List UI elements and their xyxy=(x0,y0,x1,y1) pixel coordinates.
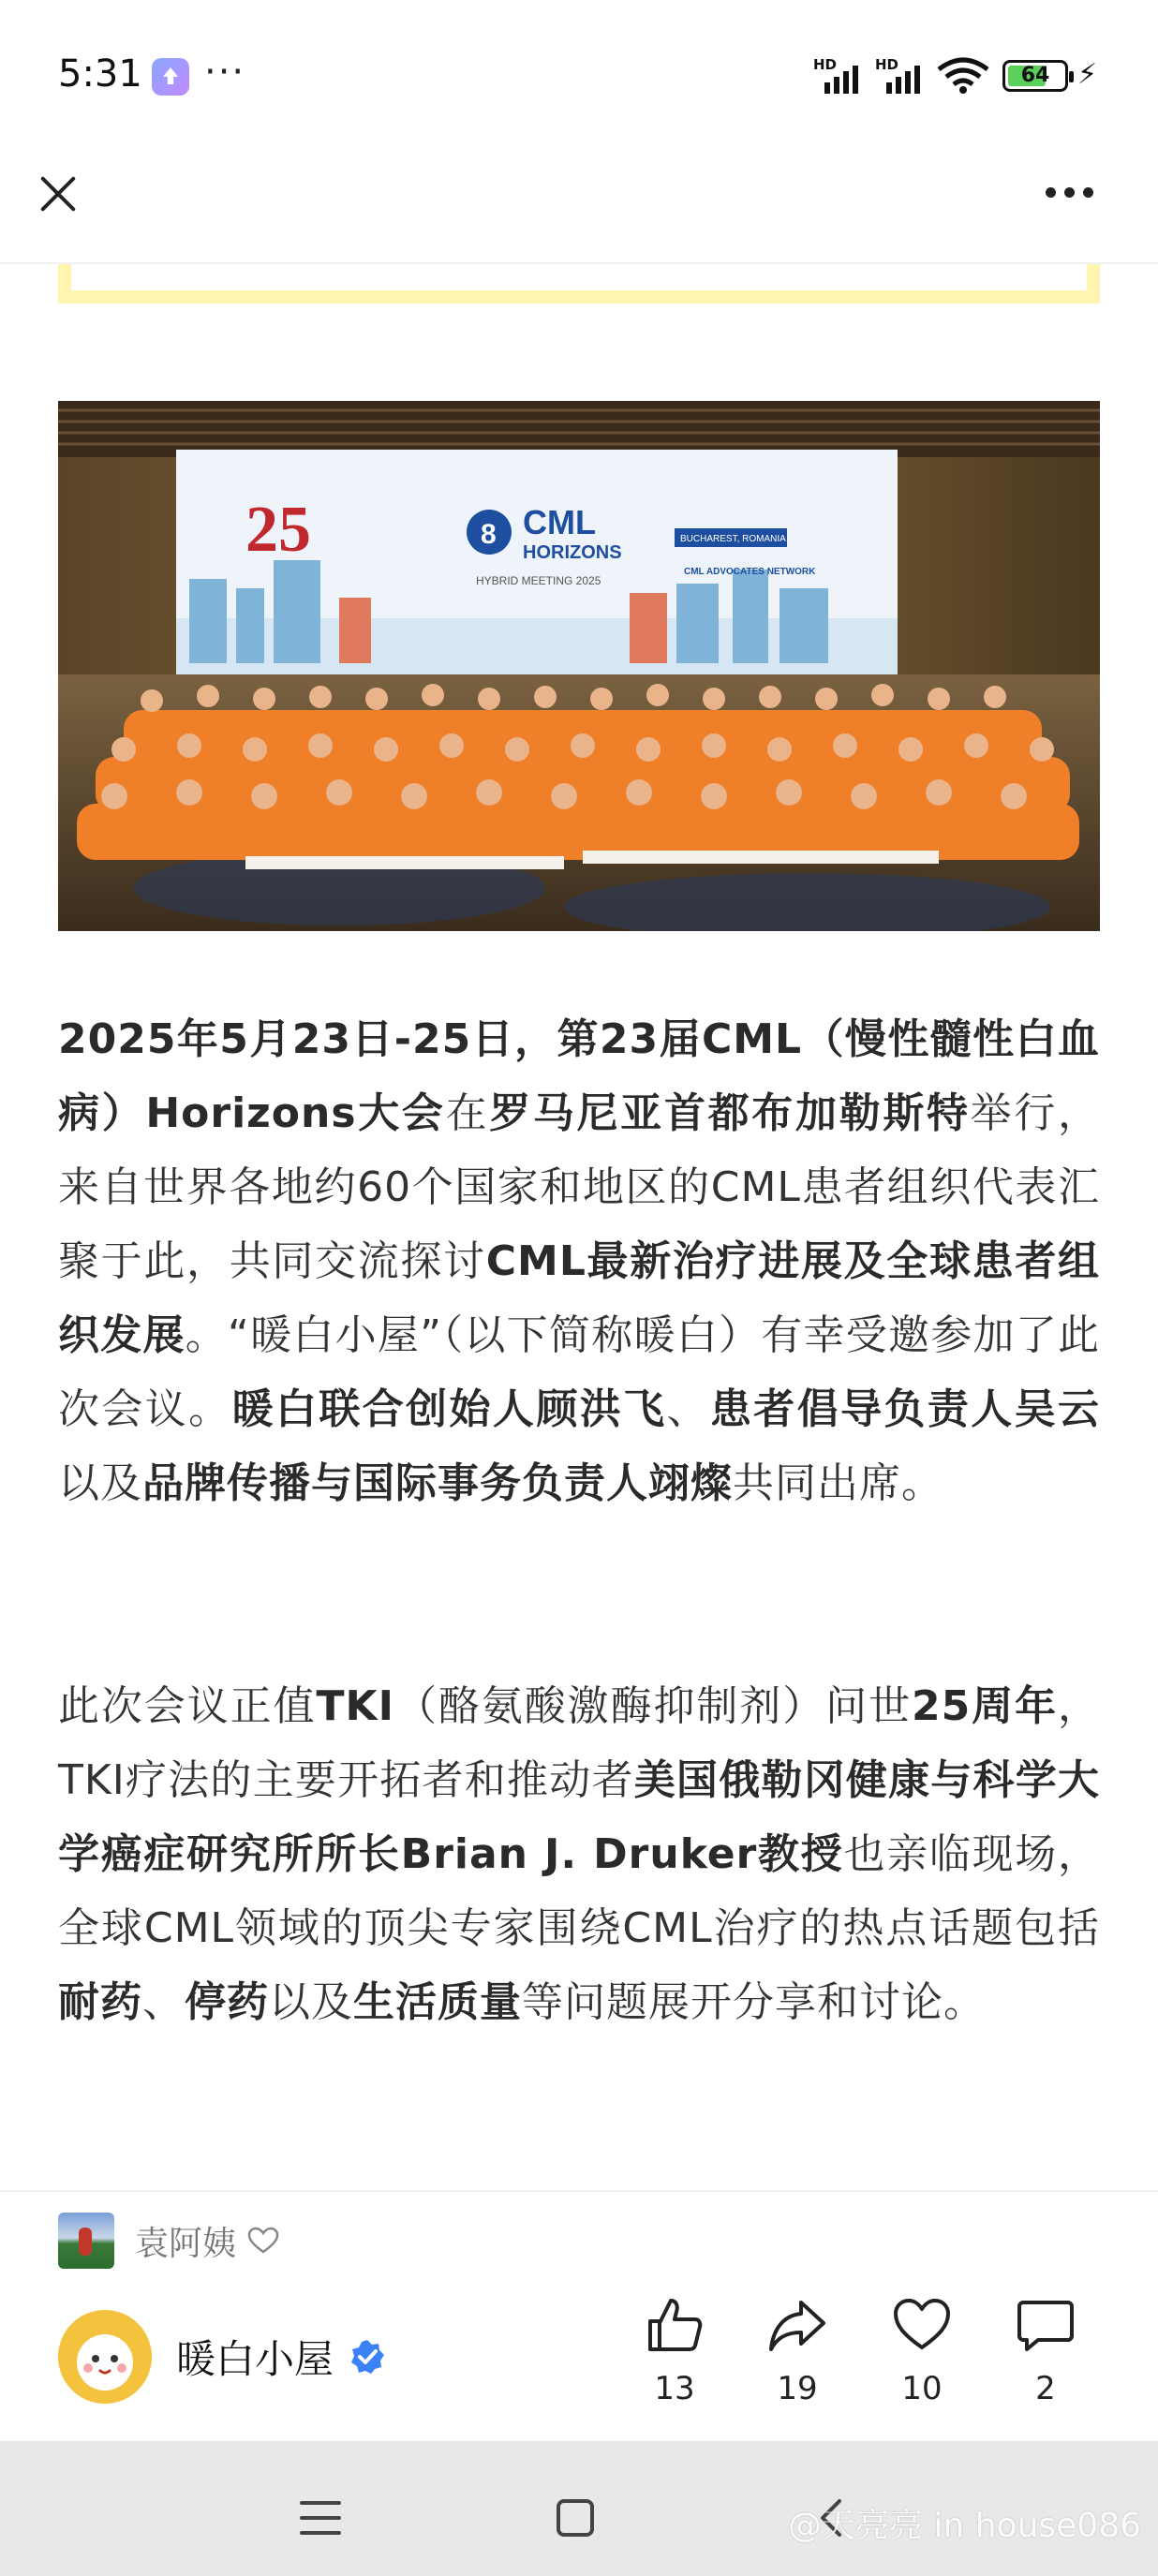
share-count: 19 xyxy=(777,2370,818,2407)
favorite-button[interactable] xyxy=(875,2295,969,2407)
svg-text:HYBRID MEETING 2025: HYBRID MEETING 2025 xyxy=(476,574,601,587)
bold-text-segment: 25周年 xyxy=(912,1682,1058,1730)
svg-text:CML: CML xyxy=(523,503,596,541)
svg-text:BUCHAREST, ROMANIA: BUCHAREST, ROMANIA xyxy=(680,534,786,544)
liker-row[interactable] xyxy=(58,2213,279,2269)
account-name[interactable]: 暖白小屋 xyxy=(176,2336,334,2382)
watermark-text: @天亮亮 in house086 xyxy=(788,2507,1141,2545)
like-count: 13 xyxy=(654,2370,695,2407)
bold-text-segment: CML最新治疗进展及全球患者组织发展 xyxy=(58,1237,1100,1359)
text-segment: 此次会议正值 xyxy=(58,1682,317,1730)
text-segment: 举行，来自世界各地约60个国家和地区的CML患者组织代表汇聚于此，共同交流探讨 xyxy=(58,1089,1101,1285)
bold-text-segment: 停药 xyxy=(185,1978,269,2026)
home-button[interactable] xyxy=(557,2499,594,2537)
bold-text-segment: 生活质量 xyxy=(353,1978,522,2026)
comment-icon xyxy=(1016,2295,1076,2355)
clock: 5:31 xyxy=(58,52,142,96)
bold-text-segment: 患者倡导负责人吴云 xyxy=(709,1385,1101,1433)
close-button[interactable] xyxy=(34,169,82,217)
bold-text-segment: 罗马尼亚首都布加勒斯特 xyxy=(489,1089,971,1137)
bold-text-segment: 暖白联合创始人顾洪飞 xyxy=(231,1385,667,1433)
svg-text:8: 8 xyxy=(481,519,497,550)
conference-photo[interactable] xyxy=(58,401,1100,931)
bold-text-segment: 品牌传播与国际事务负责人翊燦 xyxy=(142,1459,733,1507)
text-segment: 也亲临现场，全球CML领域的顶尖专家围绕CML治疗的热点话题包括 xyxy=(58,1830,1100,1952)
text-segment: 以及 xyxy=(269,1978,353,2026)
bold-text-segment: 耐药 xyxy=(58,1978,142,2026)
liker-avatar xyxy=(58,2213,114,2269)
text-segment: ，TKI疗法的主要开拓者和推动者 xyxy=(58,1682,1100,1804)
account-avatar[interactable] xyxy=(58,2310,152,2404)
app-notification-icon xyxy=(152,58,189,96)
more-options-button[interactable] xyxy=(1046,178,1106,206)
text-segment: 。“暖白小屋”（以下简称暖白）有幸受邀参加了此次会议。 xyxy=(58,1311,1101,1433)
bold-text-segment: 第23届CML（慢性髓性白血病）Horizons大会 xyxy=(58,1015,1100,1137)
text-segment: 、 xyxy=(666,1385,710,1433)
quote-box-frame xyxy=(58,264,1100,303)
verified-badge-icon xyxy=(349,2338,386,2376)
charging-icon: ⚡ xyxy=(1077,58,1098,91)
share-icon xyxy=(767,2295,827,2355)
bottom-divider xyxy=(0,2190,1158,2192)
heart-icon xyxy=(892,2295,952,2355)
heart-outline-icon xyxy=(247,2227,279,2255)
article-paragraph-2 xyxy=(58,1669,1100,2039)
wifi-icon xyxy=(937,56,989,94)
bold-text-segment: 美国俄勒冈健康与科学大学癌症研究所所长Brian J. Druker教授 xyxy=(58,1756,1100,1878)
text-segment: 以及 xyxy=(58,1459,142,1507)
comment-button[interactable] xyxy=(999,2295,1092,2407)
favorite-count: 10 xyxy=(901,2370,943,2407)
share-button[interactable] xyxy=(750,2295,844,2407)
recent-apps-button[interactable] xyxy=(300,2501,341,2535)
text-segment: 共同出席。 xyxy=(733,1459,943,1507)
comment-count: 2 xyxy=(1035,2370,1056,2407)
bold-text-segment: 2025年5月23日-25日， xyxy=(58,1015,557,1063)
bold-text-segment: TKI xyxy=(316,1682,395,1730)
thumbs-up-icon xyxy=(645,2295,705,2355)
text-segment: （酪氨酸激酶抑制剂）问世 xyxy=(394,1682,912,1730)
article-paragraph-1 xyxy=(58,1002,1100,1520)
svg-text:HORIZONS: HORIZONS xyxy=(523,542,622,563)
svg-text:CML ADVOCATES NETWORK: CML ADVOCATES NETWORK xyxy=(684,567,816,577)
like-button[interactable] xyxy=(628,2295,721,2407)
text-segment: 在 xyxy=(445,1089,490,1137)
status-bar: 5:31 ··· HD HD 64 ⚡ xyxy=(58,51,1098,96)
more-notifications-icon: ··· xyxy=(204,51,246,94)
text-segment: 等问题展开分享和讨论。 xyxy=(522,1978,986,2026)
svg-text:25: 25 xyxy=(245,494,311,566)
text-segment: 、 xyxy=(142,1978,185,2026)
battery-icon: 64 xyxy=(1002,60,1068,92)
system-nav-bar xyxy=(0,2441,1158,2576)
liker-name: 袁阿姨 xyxy=(135,2224,237,2263)
